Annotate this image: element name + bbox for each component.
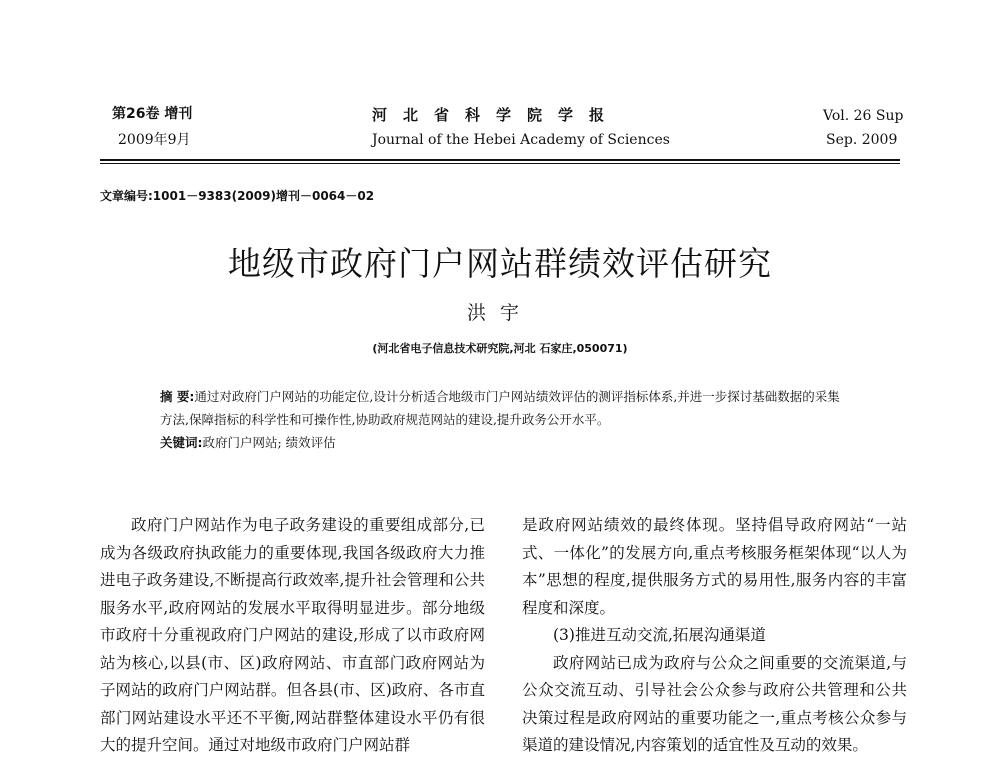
body-paragraph: 政府门户网站作为电子政务建设的重要组成部分,已成为各级政府执政能力的重要体现,我国各级政府大力推进电子政务建设,不断提高行政效率,提升社会管理和公共服务水平,政府网站的发展水平取得明显进步。部分地级市政府十分重视政府门户网站的建设,形成了以市政府网站为核心,以县(市、区)政府网站、市直部门政府网站为子网站的政府门户网站群。但各县(市、区)政府、各市直部门网站建设水平还不平衡,网站群整体建设水平仍有很大的提升空间。通过对地级市政府门户网站群 (100, 516, 485, 754)
page-title: 地级市政府门户网站群绩效评估研究 (228, 244, 772, 283)
keywords-label: 关键词: (160, 435, 203, 450)
affiliation: (河北省电子信息技术研究院,河北 石家庄,050071) (372, 342, 628, 355)
header-rule-bottom (100, 163, 900, 164)
volume-issue: 第26卷 增刊 (112, 106, 193, 122)
body-right-column (522, 512, 907, 760)
journal-name-en: Journal of the Hebei Academy of Sciences (372, 132, 670, 148)
journal-name-cn: 河北省科学院学报 (372, 106, 621, 124)
abstract-text: 通过对政府门户网站的功能定位,设计分析适合地级市门户网站绩效评估的测评指标体系,并进一步探讨基础数据的采集方法,保障指标的科学性和可操作性,协助政府规范网站的建设,提升政务公开水平。 (160, 389, 840, 427)
header-rule-top (100, 159, 900, 161)
article-number: 文章编号:1001－9383(2009)增刊－0064－02 (100, 189, 375, 203)
volume-en: Vol. 26 Sup (823, 108, 904, 124)
abstract-label: 摘 要: (160, 389, 195, 404)
date-en: Sep. 2009 (826, 132, 898, 148)
body-paragraph: 是政府网站绩效的最终体现。坚持倡导政府网站“一站式、一体化”的发展方向,重点考核服务框架体现“以人为本”思想的程度,提供服务方式的易用性,服务内容的丰富程度和深度。 (522, 516, 907, 617)
abstract-block (160, 385, 850, 454)
abstract (160, 385, 850, 431)
body-paragraph: 政府网站已成为政府与公众之间重要的交流渠道,与公众交流互动、引导社会公众参与政府公共管理和公共决策过程是政府网站的重要功能之一,重点考核公众参与渠道的建设情况,内容策划的适宜性及互动的效果。 (522, 653, 907, 754)
keywords-text: 政府门户网站; 绩效评估 (202, 435, 336, 450)
publication-date: 2009年9月 (118, 132, 191, 148)
author: 洪宇 (466, 302, 533, 324)
section-heading: (3)推进互动交流,拓展沟通渠道 (553, 626, 766, 644)
keywords (160, 431, 850, 454)
body-left-column (100, 512, 485, 760)
